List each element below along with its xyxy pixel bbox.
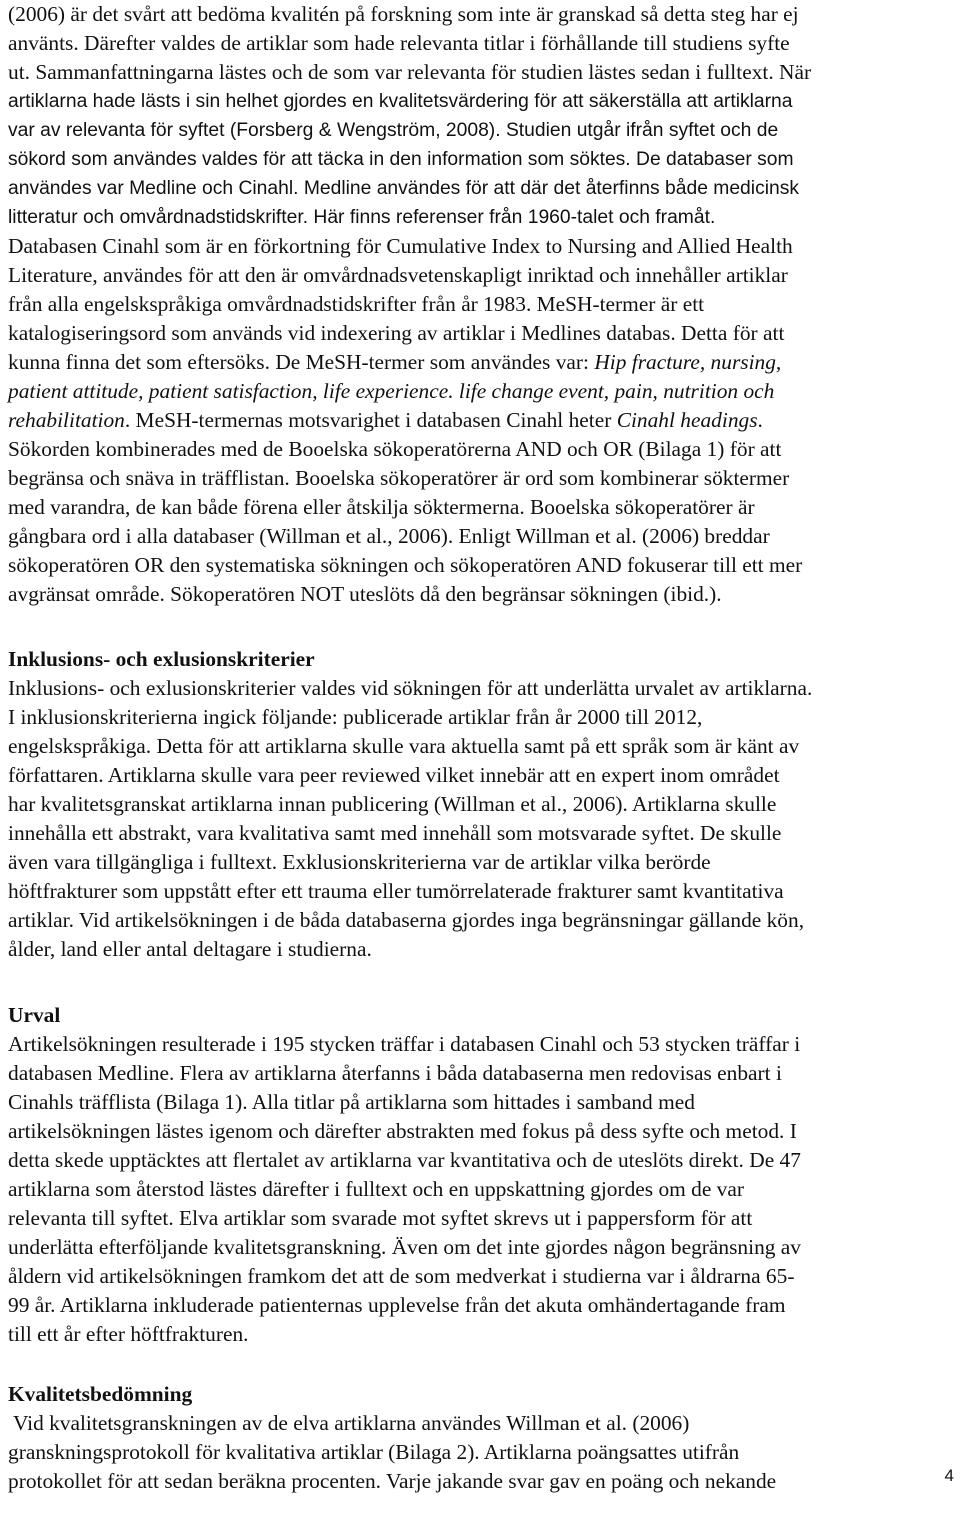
text-segment: . MeSH-termernas motsvarighet i databasen Cinahl heter [124, 408, 617, 432]
text-line: innehålla ett abstrakt, vara kvalitativa samt med innehåll som motsvarade syftet. De skulle [8, 821, 782, 845]
text-line: sökord som användes valdes för att täcka in den information som söktes. De databaser som [8, 149, 794, 170]
mesh-terms-italic-line: patient attitude, patient satisfaction, life experience. life change event, pain, nutrition och [8, 379, 775, 403]
mesh-terms-italic: Hip fracture, nursing, [594, 350, 782, 374]
text-line: Inklusions- och exlusionskriterier valdes vid sökningen för att underlätta urvalet av artiklarna. [8, 676, 813, 700]
text-line: artiklarna som återstod lästes därefter i fulltext och en uppskattning gjordes om de var [8, 1177, 744, 1201]
section-urval [8, 1001, 952, 1349]
intro-paragraph [8, 0, 952, 609]
text-line: från alla engelskspråkiga omvårdnadstidskrifter från år 1983. MeSH-termer är ett [8, 292, 705, 316]
text-line: granskningsprotokoll för kvalitativa artiklar (Bilaga 2). Artiklarna poängsattes utifrån [8, 1440, 740, 1464]
section-heading: Inklusions- och exlusionskriterier [8, 647, 315, 671]
text-line: ut. Sammanfattningarna lästes och de som var relevanta för studien lästes sedan i fulltext. När [8, 60, 812, 84]
text-line: ålder, land eller antal deltagare i studierna. [8, 937, 372, 961]
text-line: katalogiseringsord som används vid indexering av artiklar i Medlines databas. Detta för att [8, 321, 785, 345]
text-line [8, 348, 952, 377]
text-line: artiklar. Vid artikelsökningen i de båda databaserna gjordes inga begränsningar gällande kön, [8, 908, 805, 932]
text-line: sökoperatören OR den systematiska sökningen och sökoperatören AND fokuserar till ett mer [8, 553, 803, 577]
text-line: Literature, användes för att den är omvårdnadsvetenskapligt inriktad och innehåller artiklar [8, 263, 788, 287]
section-heading: Kvalitetsbedömning [8, 1382, 193, 1406]
text-line: litteratur och omvårdnadstidskrifter. Här finns referenser från 1960-talet och framåt. [8, 207, 716, 228]
section-inklusion [8, 645, 952, 964]
text-line: har kvalitetsgranskat artiklarna innan publicering (Willman et al., 2006). Artiklarna skulle [8, 792, 777, 816]
mesh-terms-italic: rehabilitation [8, 408, 125, 432]
document-page [8, 0, 952, 1496]
text-segment: . [757, 408, 763, 432]
text-line: artikelsökningen lästes igenom och därefter abstrakten med fokus på dess syfte och metod. I [8, 1119, 797, 1143]
text-line: var av relevanta för syftet (Forsberg & Wengström, 2008). Studien utgår ifrån syftet och de [8, 120, 779, 141]
text-line: underlätta efterföljande kvalitetsgranskning. Även om det inte gjordes någon begränsning av [8, 1235, 801, 1259]
text-line: författaren. Artiklarna skulle vara peer reviewed vilket innebär att en expert inom området [8, 763, 780, 787]
text-line: åldern vid artikelsökningen framkom det att de som medverkat i studierna var i åldrarna 65- [8, 1264, 795, 1288]
text-line: gångbara ord i alla databaser (Willman et al., 2006). Enligt Willman et al. (2006) breddar [8, 524, 770, 548]
text-line: Cinahls träfflista (Bilaga 1). Alla titlar på artiklarna som hittades i samband med [8, 1090, 695, 1114]
section-kvalitet [8, 1380, 952, 1496]
text-line: avgränsat område. Sökoperatören NOT uteslöts då den begränsar sökningen (ibid.). [8, 582, 722, 606]
text-line: Databasen Cinahl som är en förkortning för Cumulative Index to Nursing and Allied Health [8, 234, 793, 258]
text-line: detta skede upptäcktes att flertalet av artiklarna var kvantitativa och de uteslöts direkt. De 47 [8, 1148, 801, 1172]
text-line: (2006) är det svårt att bedöma kvalitén på forskning som inte är granskad så detta steg har ej [8, 2, 799, 26]
text-line: använts. Därefter valdes de artiklar som hade relevanta titlar i förhållande till studiens syfte [8, 31, 790, 55]
text-line: till ett år efter höftfrakturen. [8, 1322, 249, 1346]
page-number: 4 [944, 1466, 954, 1485]
text-line: databasen Medline. Flera av artiklarna återfanns i båda databaserna men redovisas enbart i [8, 1061, 782, 1085]
text-line: relevanta till syftet. Elva artiklar som svarade mot syftet skrevs ut i pappersform för att [8, 1206, 753, 1230]
section-heading: Urval [8, 1003, 61, 1027]
text-line: artiklarna hade lästs i sin helhet gjordes en kvalitetsvärdering för att säkerställa att artiklarna [8, 91, 793, 112]
cinahl-headings-italic: Cinahl headings [616, 408, 758, 432]
text-line: I inklusionskriterierna ingick följande: publicerade artiklar från år 2000 till 2012, [8, 705, 703, 729]
text-line [8, 406, 952, 435]
text-line: Artikelsökningen resulterade i 195 stycken träffar i databasen Cinahl och 53 stycken träffar i [8, 1032, 801, 1056]
text-line: användes var Medline och Cinahl. Medline användes för att där det återfinns både medicinsk [8, 178, 799, 199]
text-segment: kunna finna det som eftersöks. De MeSH-termer som användes var: [8, 350, 595, 374]
text-line: protokollet för att sedan beräkna procenten. Varje jakande svar gav en poäng och nekande [8, 1469, 777, 1493]
text-line: Sökorden kombinerades med de Booelska sökoperatörerna AND och OR (Bilaga 1) för att [8, 437, 782, 461]
text-line: 99 år. Artiklarna inkluderade patienternas upplevelse från det akuta omhändertagande fram [8, 1293, 786, 1317]
text-line: även vara tillgängliga i fulltext. Exklusionskriterierna var de artiklar vilka berörde [8, 850, 711, 874]
text-line: med varandra, de kan både förena eller åtskilja söktermerna. Booelska sökoperatörer är [8, 495, 755, 519]
text-line: Vid kvalitetsgranskningen av de elva artiklarna användes Willman et al. (2006) [8, 1411, 690, 1435]
text-line: begränsa och snäva in träfflistan. Booelska sökoperatörer är ord som kombinerar söktermer [8, 466, 790, 490]
text-line: engelskspråkiga. Detta för att artiklarna skulle vara aktuella samt på ett språk som är känt av [8, 734, 800, 758]
text-line: höftfrakturer som uppstått efter ett trauma eller tumörrelaterade frakturer samt kvantitativa [8, 879, 784, 903]
